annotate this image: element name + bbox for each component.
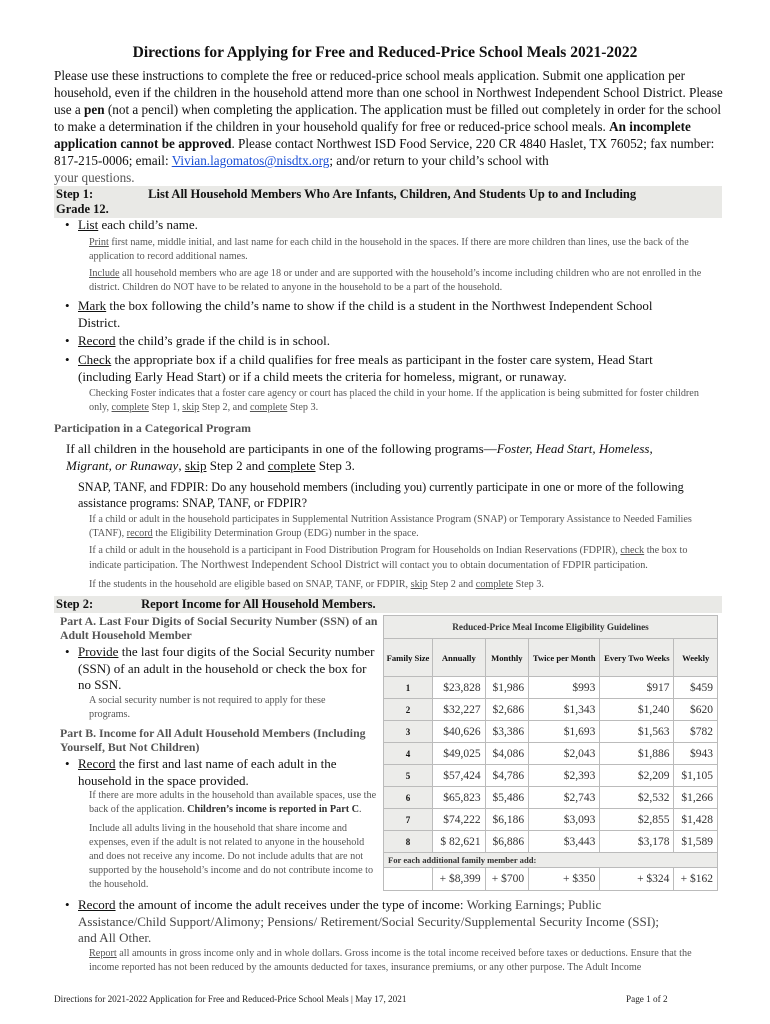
step1-note-foster bbox=[89, 387, 719, 415]
snap-note-3 bbox=[89, 578, 719, 592]
cell-every-two-weeks: $1,240 bbox=[600, 699, 674, 721]
cell-every-two-weeks: $917 bbox=[600, 677, 674, 699]
intro-text-2: (not a pencil) when completing the application. The application must be filled out completely in order for the school to make a determination if the children in your household qualify for free or reduced-price school meals. bbox=[54, 102, 722, 134]
cell-family-size: 1 bbox=[384, 677, 433, 699]
additional-blank-cell bbox=[384, 868, 433, 891]
categorical-programs: Foster, Head Start, Homeless, Migrant, or Runaway bbox=[66, 441, 653, 473]
part-c-n-verb: Report bbox=[89, 948, 117, 959]
cell-every-two-weeks: $1,886 bbox=[600, 743, 674, 765]
part-c-text-1: the amount of income the adult receives under the type of income: bbox=[115, 897, 467, 912]
table-caption: Reduced-Price Meal Income Eligibility Guidelines bbox=[384, 616, 718, 639]
table-row bbox=[384, 787, 718, 809]
cell-every-two-weeks: $2,209 bbox=[600, 765, 674, 787]
step1-n2-verb: Include bbox=[89, 268, 120, 279]
cell-monthly: $4,786 bbox=[485, 765, 529, 787]
part-b-n1-c: . bbox=[359, 804, 362, 815]
cell-monthly: $6,886 bbox=[485, 831, 529, 853]
snap-n1-record: record bbox=[126, 528, 153, 539]
cell-every-two-weeks: $2,855 bbox=[600, 809, 674, 831]
snap-note-2 bbox=[89, 544, 719, 573]
step1-b2-text: the box following the child’s name to show if the child is a student in the Northwest Independent School District. bbox=[78, 298, 653, 330]
cell-weekly: $943 bbox=[674, 743, 718, 765]
part-a-heading: Part A. Last Four Digits of Social Security Number (SSN) of an Adult Household Member bbox=[60, 614, 378, 642]
cell-family-size: 3 bbox=[384, 721, 433, 743]
header-family-size: Family Size bbox=[384, 639, 433, 677]
additional-twice-per-month: + $350 bbox=[529, 868, 600, 891]
step1-note-print bbox=[89, 236, 719, 264]
footer-left: Directions for 2021-2022 Application for Free and Reduced-Price School Meals | May 17, 2021 bbox=[54, 994, 407, 1004]
cell-twice-per-month: $3,443 bbox=[529, 831, 600, 853]
step1-b3-text: the child’s grade if the child is in school. bbox=[115, 333, 331, 348]
step1-label: Step 1: bbox=[56, 187, 94, 201]
cell-weekly: $1,428 bbox=[674, 809, 718, 831]
intro-text-4: ; and/or return to your child’s school wit bbox=[329, 153, 543, 168]
cell-twice-per-month: $2,743 bbox=[529, 787, 600, 809]
cell-every-two-weeks: $2,532 bbox=[600, 787, 674, 809]
snap-n3-c: Step 3. bbox=[513, 579, 544, 590]
cell-twice-per-month: $993 bbox=[529, 677, 600, 699]
step1-n3-text-b: Step 1, bbox=[148, 402, 183, 413]
table-header-row bbox=[384, 639, 718, 677]
cell-family-size: 8 bbox=[384, 831, 433, 853]
table-row bbox=[384, 699, 718, 721]
cell-annually: $23,828 bbox=[433, 677, 486, 699]
cell-monthly: $2,686 bbox=[485, 699, 529, 721]
part-b-note-2: Include all adults living in the household that share income and expenses, even if the adult is not related to anyone in the household and does not receive any income. Do not include adults that are not supported by the household’s income and do not contribute income to the household. bbox=[89, 823, 374, 890]
part-c-income-types: Working Earnings; Public Assistance/Child Support/Alimony; Pensions/ Retirement/Social Security/Supplemental Security Income (SSI); and All Other. bbox=[78, 897, 659, 945]
part-b-heading: Part B. Income for All Adult Household Members (Including Yourself, But Not Children) bbox=[60, 726, 366, 754]
cell-annually: $57,424 bbox=[433, 765, 486, 787]
step2-label: Step 2: bbox=[56, 597, 94, 611]
snap-question: SNAP, TANF, and FDPIR: Do any household members (including you) currently participate in one or more of the following assistance programs: SNAP, TANF, or FDPIR? bbox=[78, 480, 684, 510]
step1-n3-text-c: Step 2, and bbox=[199, 402, 250, 413]
step1-bullet-list bbox=[78, 217, 718, 234]
table-row bbox=[384, 765, 718, 787]
part-a-bullet bbox=[78, 644, 378, 694]
cell-monthly: $5,486 bbox=[485, 787, 529, 809]
snap-n1-b: the Eligibility Determination Group (EDG) number in the space. bbox=[152, 528, 419, 539]
categorical-p1-d: Step 3. bbox=[315, 458, 355, 473]
header-twice-per-month: Twice per Month bbox=[529, 639, 600, 677]
snap-n3-a: If the students in the household are eligible based on SNAP, TANF, or FDPIR, bbox=[89, 579, 411, 590]
categorical-p1-b: , bbox=[178, 458, 185, 473]
categorical-p1-c: Step 2 and bbox=[206, 458, 268, 473]
cell-family-size: 4 bbox=[384, 743, 433, 765]
step1-title-2: Grade 12. bbox=[56, 202, 109, 216]
cell-twice-per-month: $3,093 bbox=[529, 809, 600, 831]
snap-n3-skip: skip bbox=[410, 579, 428, 590]
step1-n3-text-d: Step 3. bbox=[287, 402, 319, 413]
cell-twice-per-month: $1,693 bbox=[529, 721, 600, 743]
step1-b1-verb: List bbox=[78, 217, 99, 232]
cell-weekly: $1,266 bbox=[674, 787, 718, 809]
step1-note-include bbox=[89, 267, 719, 295]
intro-text-5: h bbox=[542, 153, 549, 168]
part-a-text: the last four digits of the Social Security number (SSN) of an adult in the household or check the box for no SSN. bbox=[78, 644, 375, 692]
categorical-complete: complete bbox=[267, 458, 316, 473]
step1-n3-skip: skip bbox=[182, 402, 200, 413]
cell-annually: $49,025 bbox=[433, 743, 486, 765]
part-b-text: the first and last name of each adult in the household in the space provided. bbox=[78, 756, 337, 788]
cell-family-size: 7 bbox=[384, 809, 433, 831]
part-c-note bbox=[89, 947, 719, 975]
part-b-n1-children: Children’s income is reported in Part C bbox=[187, 804, 360, 815]
additional-monthly: + $700 bbox=[485, 868, 529, 891]
cell-monthly: $3,386 bbox=[485, 721, 529, 743]
cell-annually: $32,227 bbox=[433, 699, 486, 721]
cell-family-size: 2 bbox=[384, 699, 433, 721]
cell-twice-per-month: $2,043 bbox=[529, 743, 600, 765]
cell-annually: $ 82,621 bbox=[433, 831, 486, 853]
part-b-bullet bbox=[78, 756, 378, 789]
part-c-verb: Record bbox=[78, 897, 116, 912]
step1-n1-text: first name, middle initial, and last name for each child in the household in the spaces. If there are more children than lines, use the back of the application to record additional names. bbox=[89, 237, 689, 262]
step1-n3-complete: complete bbox=[111, 402, 149, 413]
cell-twice-per-month: $2,393 bbox=[529, 765, 600, 787]
step2-header bbox=[54, 596, 722, 613]
table-row bbox=[384, 721, 718, 743]
step1-n3-text-a: Checking Foster indicates that a foster care agency or court has placed the child in your home. If the application is being submitted for foster children only, bbox=[89, 388, 699, 413]
table-row bbox=[384, 743, 718, 765]
part-c-n-text: all amounts in gross income only and in whole dollars. Gross income is the total income received before taxes or deductions. Ensure that the income reported has not been reduced by the amounts deducted for taxes, insurance premiums, or any other purpose. The Adult Income bbox=[89, 948, 692, 973]
table-row bbox=[384, 677, 718, 699]
categorical-p1-a: If all children in the household are participants in one of the following programs— bbox=[66, 441, 497, 456]
snap-note-1 bbox=[89, 513, 719, 541]
step1-title: List All Household Members Who Are Infants, Children, And Students Up to and Including bbox=[148, 187, 637, 201]
header-every-two-weeks: Every Two Weeks bbox=[600, 639, 674, 677]
additional-every-two-weeks: + $324 bbox=[600, 868, 674, 891]
cell-family-size: 6 bbox=[384, 787, 433, 809]
table-row bbox=[384, 831, 718, 853]
cell-weekly: $1,105 bbox=[674, 765, 718, 787]
step1-n1-verb: Print bbox=[89, 237, 109, 248]
step1-bullet-check bbox=[78, 352, 678, 385]
cell-twice-per-month: $1,343 bbox=[529, 699, 600, 721]
additional-member-label: For each additional family member add: bbox=[384, 853, 718, 868]
snap-n2-d: will contact you to obtain documentation of FDPIR participation. bbox=[379, 560, 648, 571]
step1-b2-verb: Mark bbox=[78, 298, 107, 313]
additional-member-row bbox=[384, 868, 718, 891]
cell-every-two-weeks: $1,563 bbox=[600, 721, 674, 743]
step1-bullet-mark bbox=[78, 298, 658, 331]
part-b-verb: Record bbox=[78, 756, 116, 771]
intro-pen: pen bbox=[84, 102, 105, 117]
cell-annually: $74,222 bbox=[433, 809, 486, 831]
cell-weekly: $459 bbox=[674, 677, 718, 699]
step1-n2-text: all household members who are age 18 or under and are supported with the household’s income including children who are not enrolled in the district. Children do NOT have to be related to anyone in the household to be a part of the household. bbox=[89, 268, 702, 293]
part-b-note-1 bbox=[89, 789, 377, 817]
additional-annually: + $8,399 bbox=[433, 868, 486, 891]
step1-b1-text: each child’s name. bbox=[98, 217, 198, 232]
header-monthly: Monthly bbox=[485, 639, 529, 677]
intro-text-3: . Please contact Northwest ISD Food Service, 220 CR 4840 Haslet, TX 76052; fax number: 817-215-0006; email: bbox=[54, 136, 715, 168]
categorical-skip: skip bbox=[184, 458, 207, 473]
header-annually: Annually bbox=[433, 639, 486, 677]
cell-weekly: $1,589 bbox=[674, 831, 718, 853]
intro-text-1: Please use these instructions to complete the free or reduced-price school meals application. Submit one application per household, even if the children in the household attend more than one school in Northwest Independent School District. Please use a bbox=[54, 68, 723, 117]
snap-n2-check: check bbox=[620, 545, 645, 556]
step2-title: Report Income for All Household Members. bbox=[141, 597, 376, 611]
cell-every-two-weeks: $3,178 bbox=[600, 831, 674, 853]
cell-monthly: $4,086 bbox=[485, 743, 529, 765]
intro-text-6: your questions. bbox=[54, 170, 135, 185]
cell-monthly: $1,986 bbox=[485, 677, 529, 699]
part-c-bullet bbox=[78, 897, 678, 947]
cell-monthly: $6,186 bbox=[485, 809, 529, 831]
additional-weekly: + $162 bbox=[674, 868, 718, 891]
step1-b4-verb: Check bbox=[78, 352, 112, 367]
part-a-verb: Provide bbox=[78, 644, 119, 659]
intro-incomplete-warning: An incomplete application cannot be approved bbox=[54, 119, 691, 151]
snap-n3-b: Step 2 and bbox=[427, 579, 476, 590]
contact-email-link[interactable]: Vivian.lagomatos@nisdtx.org bbox=[171, 153, 330, 168]
snap-n1-a: If a child or adult in the household participates in Supplemental Nutrition Assistance Program (SNAP) or Temporary Assistance to Needed Families (TANF), bbox=[89, 514, 692, 539]
cell-weekly: $782 bbox=[674, 721, 718, 743]
cell-annually: $40,626 bbox=[433, 721, 486, 743]
cell-annually: $65,823 bbox=[433, 787, 486, 809]
snap-n2-b: the box to indicate participation. bbox=[89, 545, 688, 571]
intro-paragraph bbox=[54, 67, 726, 186]
step1-b3-verb: Record bbox=[78, 333, 116, 348]
categorical-heading: Participation in a Categorical Program bbox=[54, 421, 252, 435]
table-row bbox=[384, 809, 718, 831]
header-weekly: Weekly bbox=[674, 639, 718, 677]
snap-n2-district: The Northwest Independent School District bbox=[180, 559, 380, 571]
snap-n3-complete: complete bbox=[475, 579, 514, 590]
part-a-note: A social security number is not required to apply for these programs. bbox=[89, 695, 326, 720]
income-guidelines-table bbox=[383, 615, 718, 891]
step1-b4-text: the appropriate box if a child qualifies for free meals as participant in the foster care system, Head Start (including Early Head Start) or if a child meets the criteria for homeless, migrant, or runaway. bbox=[78, 352, 653, 384]
part-b-n1-a: If there are more adults in the household than available spaces, use the back of the application. bbox=[89, 790, 377, 815]
step1-header bbox=[54, 186, 722, 218]
step1-n3-complete-2: complete bbox=[249, 402, 288, 413]
step1-bullet-record bbox=[78, 333, 718, 350]
cell-weekly: $620 bbox=[674, 699, 718, 721]
page-title: Directions for Applying for Free and Reduced-Price School Meals 2021-2022 bbox=[132, 44, 638, 61]
snap-n2-a: If a child or adult in the household is a participant in Food Distribution Program for Households on Indian Reservations (FDPIR), bbox=[89, 545, 621, 556]
footer-page-number: Page 1 of 2 bbox=[626, 994, 668, 1004]
cell-family-size: 5 bbox=[384, 765, 433, 787]
categorical-intro bbox=[66, 440, 666, 474]
